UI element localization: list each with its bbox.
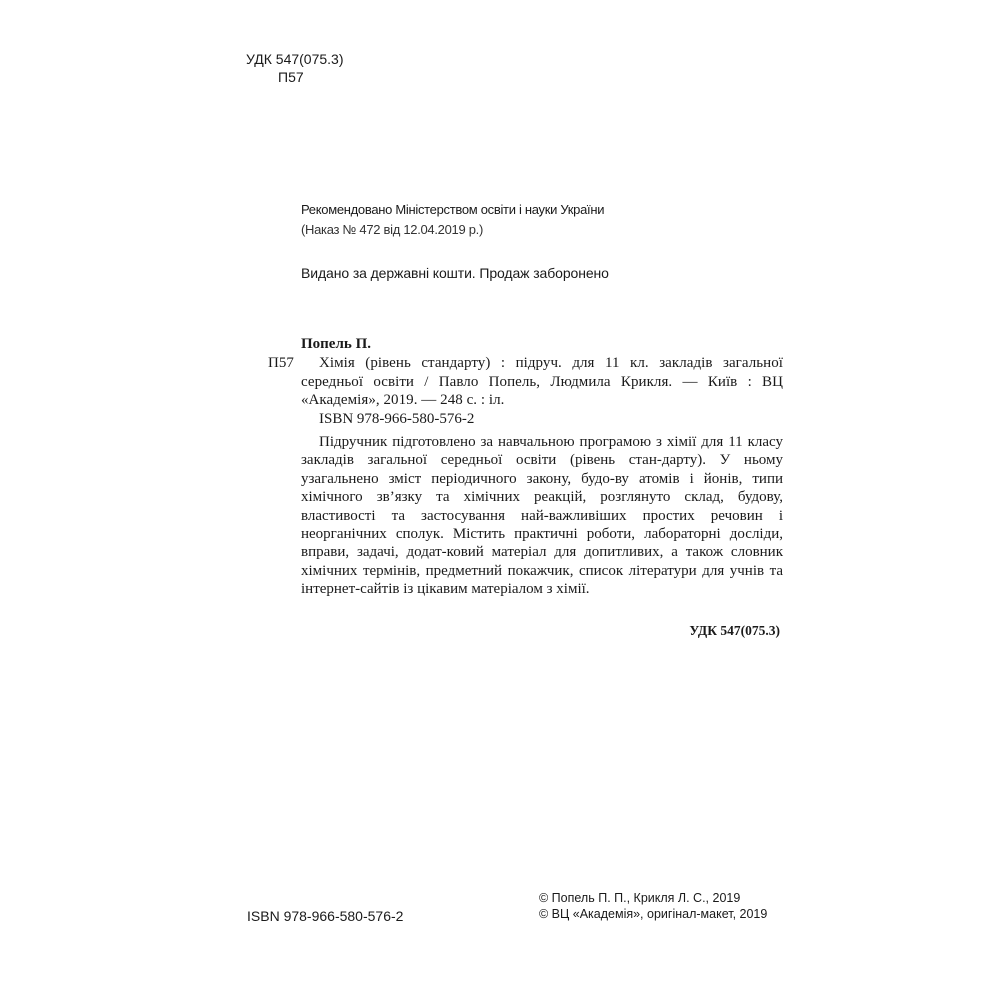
abstract-paragraph: Підручник підготовлено за навчальною програмою з хімії для 11 класу закладів загальної середньої освіти (рівень стан-дарту). У ньому узагальнено зміст періодичного закону, будо-ву атомів і йонів, типи хімічного зв’язку та хімічних реакцій, розглянуто склад, будову, властивості та застосування най-важливіших простих речовин і неорганічних сполук. Містить практичні роботи, лабораторні досліди, вправи, задачі, додат-ковий матеріал для допитливих, а також словник хімічних термінів, предметний покажчик, список літератури для учнів та інтернет-сайтів із цікавим матеріалом з хімії.	[301, 434, 783, 598]
copyright-block	[539, 891, 767, 922]
udk-header	[246, 50, 344, 86]
record-code: П57	[268, 355, 294, 371]
author-classifier-code: П57	[278, 69, 304, 85]
record-isbn: ISBN 978-966-580-576-2	[319, 411, 475, 427]
copyright-publisher: © ВЦ «Академія», оригінал-макет, 2019	[539, 906, 768, 921]
record-author: Попель П.	[301, 336, 371, 352]
copyright-authors: © Попель П. П., Крикля Л. С., 2019	[539, 891, 741, 905]
udk-code: УДК 547(075.3)	[246, 51, 344, 67]
record-description: Хімія (рівень стандарту) : підруч. для 11 кл. закладів загальної середньої освіти / Павло Попель, Людмила Крикля. — Київ : ВЦ «Академія», 2019. — 248 с. : іл.	[301, 355, 783, 408]
footer-isbn: ISBN 978-966-580-576-2	[247, 908, 404, 924]
recommendation-order: (Наказ № 472 від 12.04.2019 р.)	[301, 222, 483, 237]
recommendation-line: Рекомендовано Міністерством освіти і науки України	[301, 202, 605, 217]
state-funds-notice: Видано за державні кошти. Продаж заборонено	[301, 265, 609, 281]
ministry-recommendation	[301, 200, 604, 240]
abstract-udk: УДК 547(075.3)	[689, 623, 780, 638]
